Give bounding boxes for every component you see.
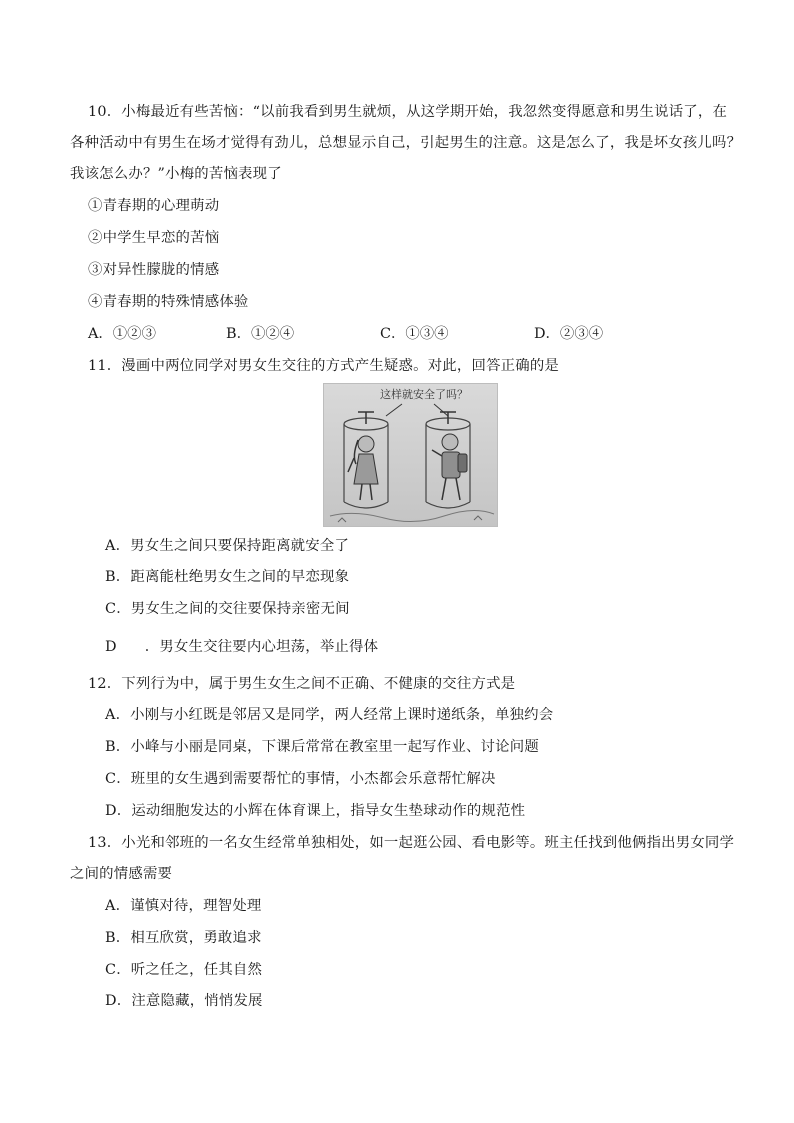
q10-item-3: ③对异性朦胧的情感 <box>88 262 220 278</box>
q10-item-4: ④青春期的特殊情感体验 <box>88 294 249 310</box>
q10-option-d: D．②③④ <box>534 326 604 342</box>
q10-stem-line-2: 各种活动中有男生在场才觉得有劲儿，总想显示自己，引起男生的注意。这是怎么了，我是坏女孩儿吗？ <box>70 135 742 151</box>
q12-option-a: A．小刚与小红既是邻居又是同学，两人经常上课时递纸条，单独约会 <box>105 707 554 723</box>
q13-option-d: D．注意隐藏，悄悄发展 <box>105 993 263 1009</box>
q10-options <box>88 324 688 344</box>
q10-stem-line-3: 我该怎么办？”小梅的苦恼表现了 <box>70 166 282 182</box>
q10-option-b: B．①②④ <box>226 326 295 342</box>
q13-option-b: B．相互欣赏，勇敢追求 <box>105 930 262 946</box>
q12-option-d: D．运动细胞发达的小辉在体育课上，指导女生垫球动作的规范性 <box>105 803 526 819</box>
q12-stem: 12．下列行为中，属于男生女生之间不正确、不健康的交往方式是 <box>88 676 516 692</box>
q10-option-a: A．①②③ <box>88 326 156 342</box>
q10-item-1: ①青春期的心理萌动 <box>88 198 220 214</box>
q11-option-d-text: ．男女生交往要内心坦荡，举止得体 <box>144 639 379 655</box>
cartoon-drawing <box>324 384 498 527</box>
q10-option-c: C．①③④ <box>380 326 449 342</box>
q13-stem-line-1: 13．小光和邻班的一名女生经常单独相处，如一起逛公园、看电影等。班主任找到他俩指出男女同学 <box>88 835 735 851</box>
q11-option-c: C．男女生之间的交往要保持亲密无间 <box>105 601 350 617</box>
q11-option-d-letter: D <box>105 639 117 655</box>
q12-option-c: C．班里的女生遇到需要帮忙的事情，小杰都会乐意帮忙解决 <box>105 771 496 787</box>
q13-option-c: C．听之任之，任其自然 <box>105 962 263 978</box>
q11-option-d <box>105 637 378 657</box>
q11-stem: 11．漫画中两位同学对男女生交往的方式产生疑惑。对此，回答正确的是 <box>88 358 560 374</box>
q11-option-b: B．距离能杜绝男女生之间的早恋现象 <box>105 569 350 585</box>
q12-option-b: B．小峰与小丽是同桌，下课后常常在教室里一起写作业、讨论问题 <box>105 739 539 755</box>
q11-cartoon-image <box>323 383 498 527</box>
q11-option-a: A．男女生之间只要保持距离就安全了 <box>105 538 350 554</box>
cartoon-caption: 这样就安全了吗？ <box>380 388 468 401</box>
q13-option-a: A．谨慎对待，理智处理 <box>105 898 262 914</box>
q13-stem-line-2: 之间的情感需要 <box>70 866 173 882</box>
q10-item-2: ②中学生早恋的苦恼 <box>88 230 220 246</box>
q10-stem-line-1: 10．小梅最近有些苦恼：“以前我看到男生就烦，从这学期开始，我忽然变得愿意和男生说话了，在 <box>88 104 728 120</box>
